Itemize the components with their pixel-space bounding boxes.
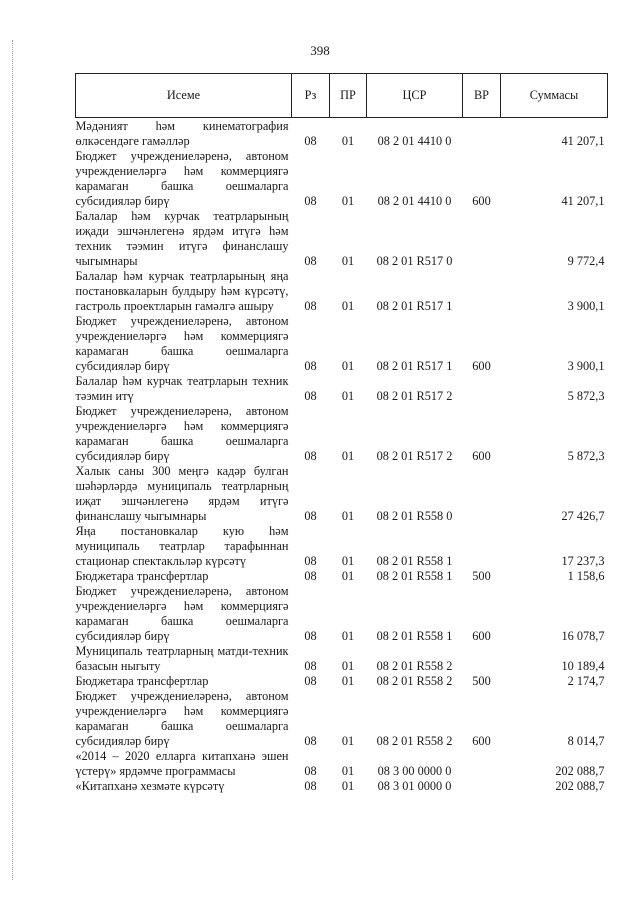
row-vr (463, 374, 501, 404)
row-name: Бюджет учреждениеләренә, автоном учреждениеләргә һәм коммерциягә карамаган башка оешмаларга субсидияләр бирү (75, 314, 289, 373)
row-vr (463, 269, 501, 314)
row-pr: 01 (341, 299, 355, 313)
row-csr: 08 2 01 R558 2 (376, 734, 453, 748)
header-rz: Рз (292, 74, 330, 118)
table-row (76, 269, 608, 314)
row-name: Мәдәният һәм кинематография өлкәсендәге гамәлләр (75, 119, 289, 148)
row-rz: 08 (304, 764, 317, 778)
row-rz: 08 (304, 254, 317, 268)
row-csr: 08 2 01 R558 0 (376, 509, 453, 523)
row-sum: 16 078,7 (561, 629, 605, 643)
row-sum: 3 900,1 (567, 359, 605, 373)
row-pr: 01 (341, 134, 355, 148)
row-sum: 41 207,1 (561, 194, 605, 208)
header-pr: ПР (330, 74, 367, 118)
row-rz: 08 (304, 194, 317, 208)
row-csr: 08 2 01 R517 1 (376, 299, 453, 313)
row-pr: 01 (341, 509, 355, 523)
row-pr: 01 (341, 779, 355, 793)
row-rz: 08 (304, 449, 317, 463)
table-row (76, 689, 608, 749)
row-pr: 01 (341, 389, 355, 403)
row-name: Муниципаль театрларның матди-техник базасын ныгыту (75, 644, 289, 673)
row-vr (463, 779, 501, 794)
row-rz: 08 (304, 659, 317, 673)
row-name: Бюджет учреждениеләренә, автоном учреждениеләргә һәм коммерциягә карамаган башка оешмаларга субсидияләр бирү (75, 149, 289, 208)
row-name: Бюджет учреждениеләренә, автоном учреждениеләргә һәм коммерциягә карамаган башка оешмаларга субсидияләр бирү (75, 689, 289, 748)
row-rz: 08 (304, 779, 317, 793)
row-pr: 01 (341, 254, 355, 268)
row-rz: 08 (304, 359, 317, 373)
row-csr: 08 3 00 0000 0 (377, 764, 452, 778)
row-pr: 01 (341, 569, 355, 583)
row-vr (463, 209, 501, 269)
row-pr: 01 (341, 674, 355, 688)
row-rz: 08 (304, 734, 317, 748)
row-csr: 08 2 01 R517 0 (376, 254, 453, 268)
row-csr: 08 2 01 4410 0 (377, 134, 452, 148)
row-pr: 01 (341, 194, 355, 208)
row-sum: 9 772,4 (567, 254, 605, 268)
row-name: Халык саны 300 меңгә кадәр булган шәһәрләрдә муниципаль театрларның иҗат эшчәнлегенә ярдәм итүгә финанслашу чыгымнары (75, 464, 289, 523)
row-name: Яңа постановкалар кую һәм муниципаль театрлар тарафыннан стационар спектакльләр күрсәтү (75, 524, 289, 568)
row-vr: 600 (472, 359, 491, 373)
row-csr: 08 2 01 R558 1 (376, 569, 453, 583)
row-csr: 08 2 01 R517 1 (376, 359, 453, 373)
row-rz: 08 (304, 554, 317, 568)
row-sum: 202 088,7 (555, 779, 605, 793)
row-sum: 8 014,7 (567, 734, 605, 748)
row-sum: 10 189,4 (561, 659, 605, 673)
row-vr (463, 749, 501, 779)
table-row (76, 314, 608, 374)
row-name: Бюджетара трансфертлар (75, 569, 209, 583)
table-row (76, 584, 608, 644)
row-name: «2014 – 2020 елларга китапханә эшен үстерү» ярдәмче программасы (75, 749, 289, 778)
row-pr: 01 (341, 554, 355, 568)
row-name: «Китапханә хезмәте күрсәтү (75, 779, 225, 793)
page-number: 398 (310, 43, 330, 58)
header-name: Исеме (76, 74, 292, 118)
row-csr: 08 2 01 R517 2 (376, 389, 453, 403)
row-vr: 600 (472, 194, 491, 208)
table-row (76, 374, 608, 404)
row-name: Бюджетара трансфертлар (75, 674, 209, 688)
row-rz: 08 (304, 134, 317, 148)
table-row (76, 524, 608, 569)
row-vr (463, 644, 501, 674)
row-rz: 08 (304, 509, 317, 523)
row-vr: 600 (472, 629, 491, 643)
row-rz: 08 (304, 299, 317, 313)
row-pr: 01 (341, 359, 355, 373)
row-csr: 08 2 01 R558 2 (376, 659, 453, 673)
row-name: Бюджет учреждениеләренә, автоном учреждениеләргә һәм коммерциягә карамаган башка оешмаларга субсидияләр бирү (75, 404, 289, 463)
row-vr (463, 524, 501, 569)
header-vr: ВР (463, 74, 501, 118)
row-csr: 08 2 01 4410 0 (377, 194, 452, 208)
row-pr: 01 (341, 764, 355, 778)
row-rz: 08 (304, 674, 317, 688)
budget-table (75, 73, 608, 794)
row-csr: 08 3 01 0000 0 (377, 779, 452, 793)
table-row (76, 149, 608, 209)
row-rz: 08 (304, 389, 317, 403)
row-sum: 1 158,6 (567, 569, 605, 583)
row-sum: 3 900,1 (567, 299, 605, 313)
row-name: Балалар һәм курчак театрларын техник тәэмин итү (75, 374, 289, 403)
table-row (76, 644, 608, 674)
row-pr: 01 (341, 629, 355, 643)
row-pr: 01 (341, 734, 355, 748)
table-row (76, 118, 608, 150)
row-pr: 01 (341, 449, 355, 463)
binding-margin-line (12, 40, 13, 880)
row-rz: 08 (304, 569, 317, 583)
row-vr: 600 (472, 449, 491, 463)
table-row (76, 209, 608, 269)
row-vr: 500 (472, 674, 491, 688)
table-row (76, 674, 608, 689)
row-csr: 08 2 01 R558 1 (376, 629, 453, 643)
row-sum: 5 872,3 (567, 389, 605, 403)
row-vr: 600 (472, 734, 491, 748)
table-row (76, 779, 608, 794)
row-sum: 27 426,7 (561, 509, 605, 523)
table-header-row (76, 74, 608, 118)
header-csr: ЦСР (367, 74, 463, 118)
table-row (76, 464, 608, 524)
row-pr: 01 (341, 659, 355, 673)
table-row (76, 404, 608, 464)
row-sum: 17 237,3 (561, 554, 605, 568)
row-name: Балалар һәм курчак театрларының яңа постановкаларын булдыру һәм күрсәтү, гастроль проектларын гамәлгә ашыру (75, 269, 289, 313)
row-sum: 41 207,1 (561, 134, 605, 148)
row-csr: 08 2 01 R558 2 (376, 674, 453, 688)
row-sum: 5 872,3 (567, 449, 605, 463)
row-csr: 08 2 01 R517 2 (376, 449, 453, 463)
header-sum: Суммасы (501, 74, 608, 118)
row-sum: 2 174,7 (567, 674, 605, 688)
table-row (76, 749, 608, 779)
table-row (76, 569, 608, 584)
row-vr: 500 (472, 569, 491, 583)
row-csr: 08 2 01 R558 1 (376, 554, 453, 568)
row-vr (463, 464, 501, 524)
row-name: Бюджет учреждениеләренә, автоном учреждениеләргә һәм коммерциягә карамаган башка оешмаларга субсидияләр бирү (75, 584, 289, 643)
row-sum: 202 088,7 (555, 764, 605, 778)
row-name: Балалар һәм курчак театрларының иҗади эшчәнлегенә ярдәм итүгә һәм техник тәэмин итүгә финанслашу чыгымнары (75, 209, 289, 268)
row-vr (463, 118, 501, 150)
row-rz: 08 (304, 629, 317, 643)
